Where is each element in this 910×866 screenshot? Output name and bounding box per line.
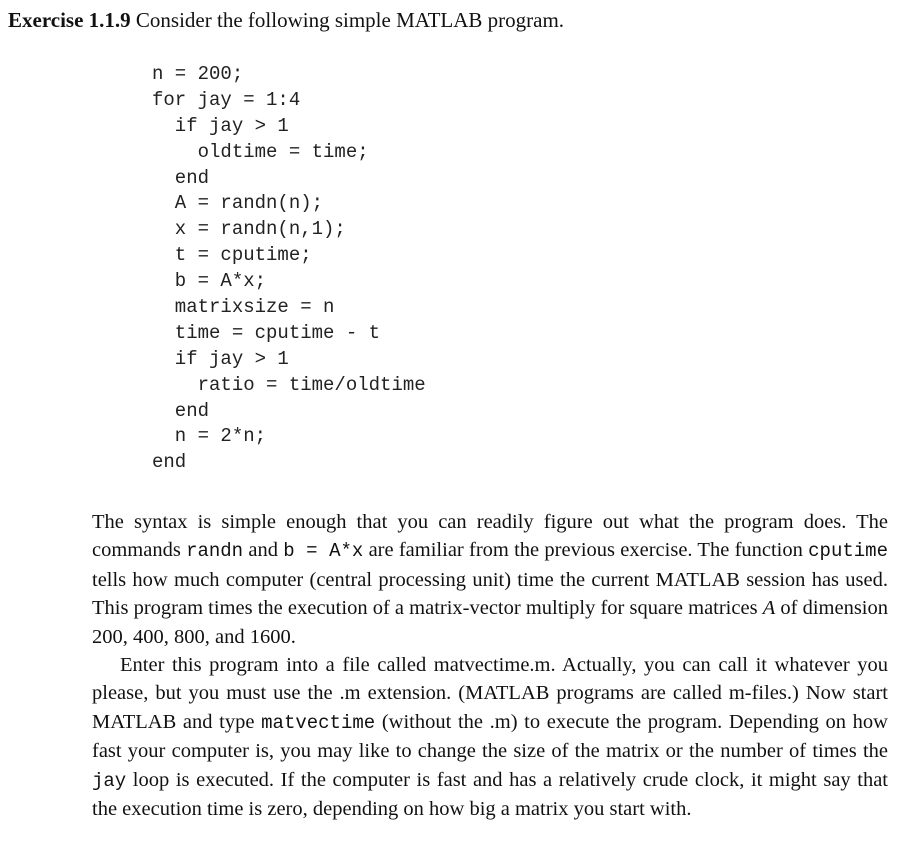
text-run: Enter this program into a file called matvectime.m. Actually, you can call it whatever you please, but you must use the .m extension. (MATLAB programs are called m-files.) Now start MATLAB and type	[92, 654, 888, 733]
inline-code: cputime	[808, 540, 888, 563]
code-line: oldtime = time;	[152, 140, 369, 163]
code-line: n = 2*n;	[152, 425, 267, 448]
text-run: The syntax is simple enough that you can readily figure out what the program does. The commands	[92, 511, 888, 562]
code-line: time = cputime - t	[152, 321, 381, 344]
exercise-heading	[8, 6, 564, 34]
paragraph-1	[92, 508, 888, 651]
paragraph-2	[92, 651, 888, 823]
code-line: A = randn(n);	[152, 192, 324, 215]
inline-code: randn	[186, 540, 244, 563]
code-line: t = cputime;	[152, 244, 312, 267]
text-run: tells how much computer (central processing unit) time the current MATLAB session has used. This program times the execution of a matrix-vector multiply for square matrices	[92, 568, 888, 620]
text-run: (without the .m) to execute the program. Depending on how fast your computer is, you may like to change the size of the matrix or the number of times the	[92, 710, 888, 763]
code-line: end	[152, 451, 187, 474]
code-line: matrixsize = n	[152, 296, 335, 319]
code-line: b = A*x;	[152, 270, 267, 293]
exercise-body	[92, 508, 888, 823]
text-run: and	[243, 539, 284, 562]
math-variable: A	[762, 597, 776, 620]
code-line: end	[152, 166, 210, 189]
code-line: n = 200;	[152, 63, 244, 85]
code-line: x = randn(n,1);	[152, 218, 346, 241]
exercise-intro: Consider the following simple MATLAB program.	[130, 8, 565, 32]
matlab-code-block	[152, 62, 426, 476]
inline-code: b = A*x	[283, 540, 364, 563]
text-run: are familiar from the previous exercise. The function	[363, 539, 809, 562]
inline-code: jay	[92, 769, 127, 792]
code-line: end	[152, 399, 210, 422]
code-line: if jay > 1	[152, 347, 289, 370]
exercise-label: Exercise 1.1.9	[8, 8, 131, 32]
text-run: of dimension 200, 400, 800, and 1600.	[92, 597, 888, 648]
text-run: loop is executed. If the computer is fast and has a relatively crude clock, it might say that the execution time is zero, depending on how big a matrix you start with.	[92, 768, 888, 821]
inline-code: matvectime	[261, 711, 376, 734]
code-line: ratio = time/oldtime	[152, 373, 426, 396]
code-line: for jay = 1:4	[152, 88, 301, 111]
code-line: if jay > 1	[152, 114, 289, 137]
